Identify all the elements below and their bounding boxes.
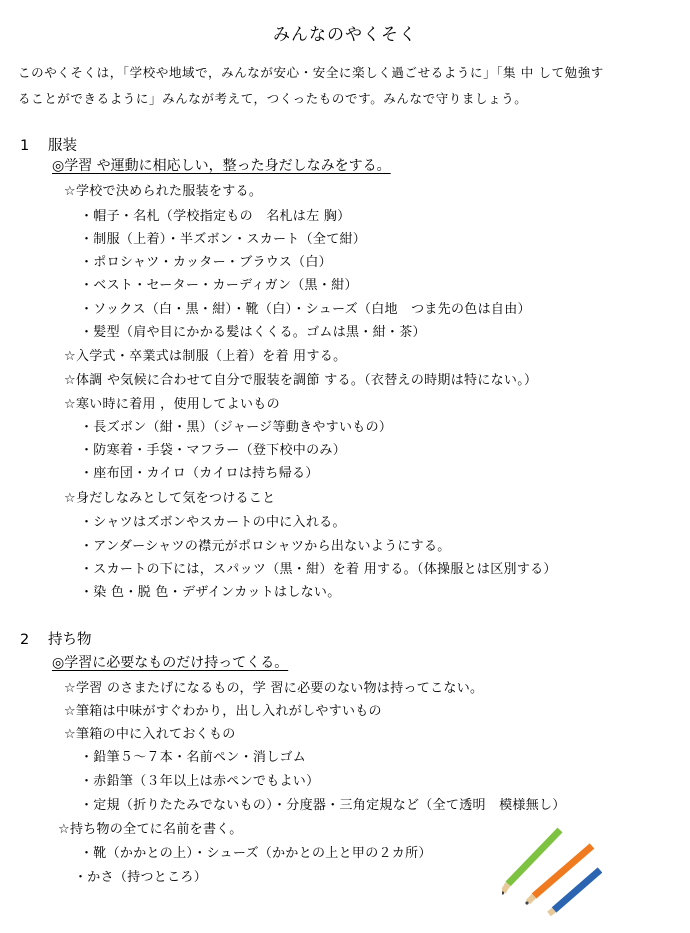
rule-bullet: ・防寒着・手袋・マフラー（登下校中のみ） (80, 443, 347, 458)
rule-bullet: ・ベスト・セーター・カーディガン（黒・紺） (80, 278, 358, 293)
rule-star: ☆寒い時に着用 ，使用してよいもの (64, 397, 280, 412)
rule-bullet: ・ポロシャツ・カッター・ブラウス（白） (80, 255, 332, 270)
rule-bullet: ・長ズボン（紺・黒）（ジャージ等動きやすいもの） (80, 420, 393, 435)
rule-star: ☆筆箱は中味がすぐわかり，出し入れがしやすいもの (64, 704, 382, 719)
rule-bullet: ・ソックス（白・黒・紺）・靴（白）・シューズ（白地 つま先の色は自由） (80, 302, 531, 317)
rule-bullet: ・鉛筆５～７本・名前ペン・消しゴム (80, 750, 307, 765)
rule-bullet: ・座布団・カイロ（カイロは持ち帰る） (80, 466, 319, 481)
section-goal: ◎学習に必要なものだけ持ってくる。 (52, 655, 289, 671)
rule-bullet: ・定規（折りたたみでないもの）・分度器・三角定規など（全て透明 模様無し） (80, 798, 566, 813)
intro-line-1: このやくそくは，「学校や地域で，みんなが安心・安全に楽しく過ごせるように」「集 中 して勉強す (18, 65, 604, 80)
rule-bullet: ・制服（上着）・半ズボン・スカート（全て紺） (80, 232, 367, 247)
section-heading-belongings (20, 628, 92, 649)
rule-bullet: ・染 色・脱 色・デザインカットはしない。 (80, 585, 341, 600)
rule-bullet: ・帽子・名札（学校指定もの 名札は左 胸） (80, 209, 351, 224)
rule-star: ☆学校で決められた服装をする。 (64, 184, 263, 199)
rule-star: ☆学習 のさまたげになるもの，学 習に必要のない物は持ってこない。 (64, 681, 484, 696)
rule-star: ☆持ち物の全てに名前を書く。 (58, 822, 243, 837)
rule-star: ☆身だしなみとして気をつけること (64, 491, 276, 506)
section-goal: ◎学習 や運動に相応しい，整った身だしなみをする。 (52, 158, 391, 174)
rule-star: ☆入学式・卒業式は制服（上着）を着 用する。 (64, 349, 347, 364)
rule-star: ☆体調 や気候に合わせて自分で服装を調節 する。（衣替えの時期は特にない。） (64, 373, 538, 388)
rule-star: ☆筆箱の中に入れておくもの (64, 727, 236, 742)
rule-bullet: ・かさ（持つところ） (74, 870, 208, 885)
rule-bullet: ・アンダーシャツの襟元がポロシャツから出ないようにする。 (80, 539, 451, 554)
section-number: 2 (20, 632, 30, 648)
intro-line-2: ることができるように」みんなが考えて，つくったものです。みんなで守りましょう。 (18, 91, 528, 106)
page-title: みんなのやくそく (273, 25, 417, 45)
section-heading-clothing (20, 134, 77, 155)
pencils-illustration (502, 826, 602, 916)
section-title: 服装 (48, 138, 77, 154)
rule-bullet: ・シャツはズボンやスカートの中に入れる。 (80, 515, 346, 530)
rule-bullet: ・靴（かかとの上）・シューズ（かかとの上と甲の２カ所） (80, 846, 432, 861)
section-title: 持ち物 (48, 632, 92, 648)
section-number: 1 (20, 138, 30, 154)
rule-bullet: ・赤鉛筆（３年以上は赤ペンでもよい） (80, 774, 320, 789)
rule-bullet: ・髪型（肩や目にかかる髪はくくる。ゴムは黒・紺・茶） (80, 325, 426, 340)
rule-bullet: ・スカートの下には，スパッツ（黒・紺）を着 用する。（体操服とは区別する） (80, 562, 557, 577)
